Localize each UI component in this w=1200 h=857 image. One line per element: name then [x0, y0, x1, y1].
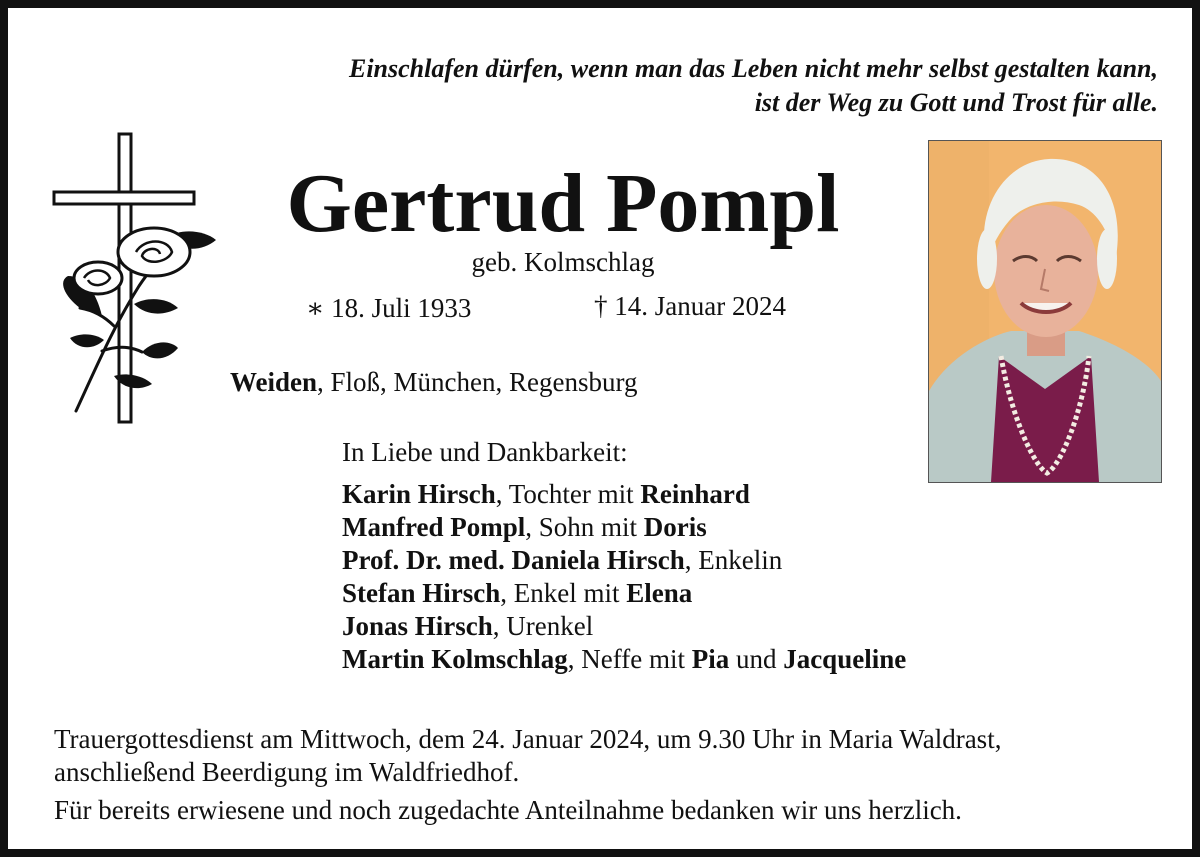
mourner-name: Stefan Hirsch	[342, 578, 501, 608]
mourner-name: Martin Kolmschlag	[342, 644, 568, 674]
service-line-1: Trauergottesdienst am Mittwoch, dem 24. Januar 2024, um 9.30 Uhr in Maria Waldrast,	[54, 724, 1002, 754]
mourner-name: Karin Hirsch	[342, 479, 496, 509]
service-line-2: anschließend Beerdigung im Waldfriedhof.	[54, 757, 520, 787]
mourner-entry	[342, 511, 906, 544]
death-date-line	[594, 290, 786, 322]
motto-quote	[349, 52, 1158, 120]
mourner-relation: und	[729, 644, 784, 674]
thanks-line: Für bereits erwiesene und noch zugedachte Anteilnahme bedanken wir uns herzlich.	[54, 795, 962, 825]
mourner-name: Prof. Dr. med. Daniela Hirsch	[342, 545, 685, 575]
deceased-name: Gertrud Pompl	[286, 157, 840, 250]
gratitude-intro: In Liebe und Dankbarkeit:	[342, 437, 628, 467]
mourner-name: Pia	[691, 644, 730, 674]
mourner-relation: , Neffe mit	[567, 644, 692, 674]
place-main: Weiden	[230, 367, 318, 397]
portrait-illustration	[929, 141, 1161, 482]
death-date: 14. Januar 2024	[614, 291, 786, 321]
service-info	[54, 723, 1001, 789]
mourner-list	[342, 478, 906, 676]
mourner-name: Doris	[643, 512, 707, 542]
asterisk-icon: ∗	[306, 293, 325, 323]
dagger-icon: †	[594, 291, 608, 321]
mourner-name: Jacqueline	[783, 644, 907, 674]
mourner-relation: , Urenkel	[492, 611, 594, 641]
birth-date-line	[306, 292, 471, 324]
mourner-relation: , Enkelin	[684, 545, 783, 575]
mourner-relation: , Enkel mit	[500, 578, 627, 608]
mourner-entry	[342, 544, 906, 577]
birth-name: geb. Kolmschlag	[471, 247, 655, 277]
mourner-name: Manfred Pompl	[342, 512, 526, 542]
mourner-relation: , Tochter mit	[495, 479, 641, 509]
mourner-entry	[342, 577, 906, 610]
mourner-relation: , Sohn mit	[525, 512, 644, 542]
portrait-photo	[928, 140, 1162, 483]
mourner-entry	[342, 610, 906, 643]
motto-line-1: Einschlafen dürfen, wenn man das Leben nicht mehr selbst gestalten kann,	[348, 54, 1158, 83]
mourner-entry	[342, 643, 906, 676]
mourner-name: Jonas Hirsch	[342, 611, 493, 641]
places-line	[230, 366, 638, 398]
birth-date: 18. Juli 1933	[331, 293, 472, 323]
places-rest: , Floß, München, Regensburg	[317, 367, 638, 397]
mourner-name: Reinhard	[640, 479, 750, 509]
mourner-name: Elena	[626, 578, 693, 608]
motto-line-2: ist der Weg zu Gott und Trost für alle.	[754, 88, 1158, 117]
cross-with-rose-icon	[44, 126, 224, 426]
mourner-entry	[342, 478, 906, 511]
